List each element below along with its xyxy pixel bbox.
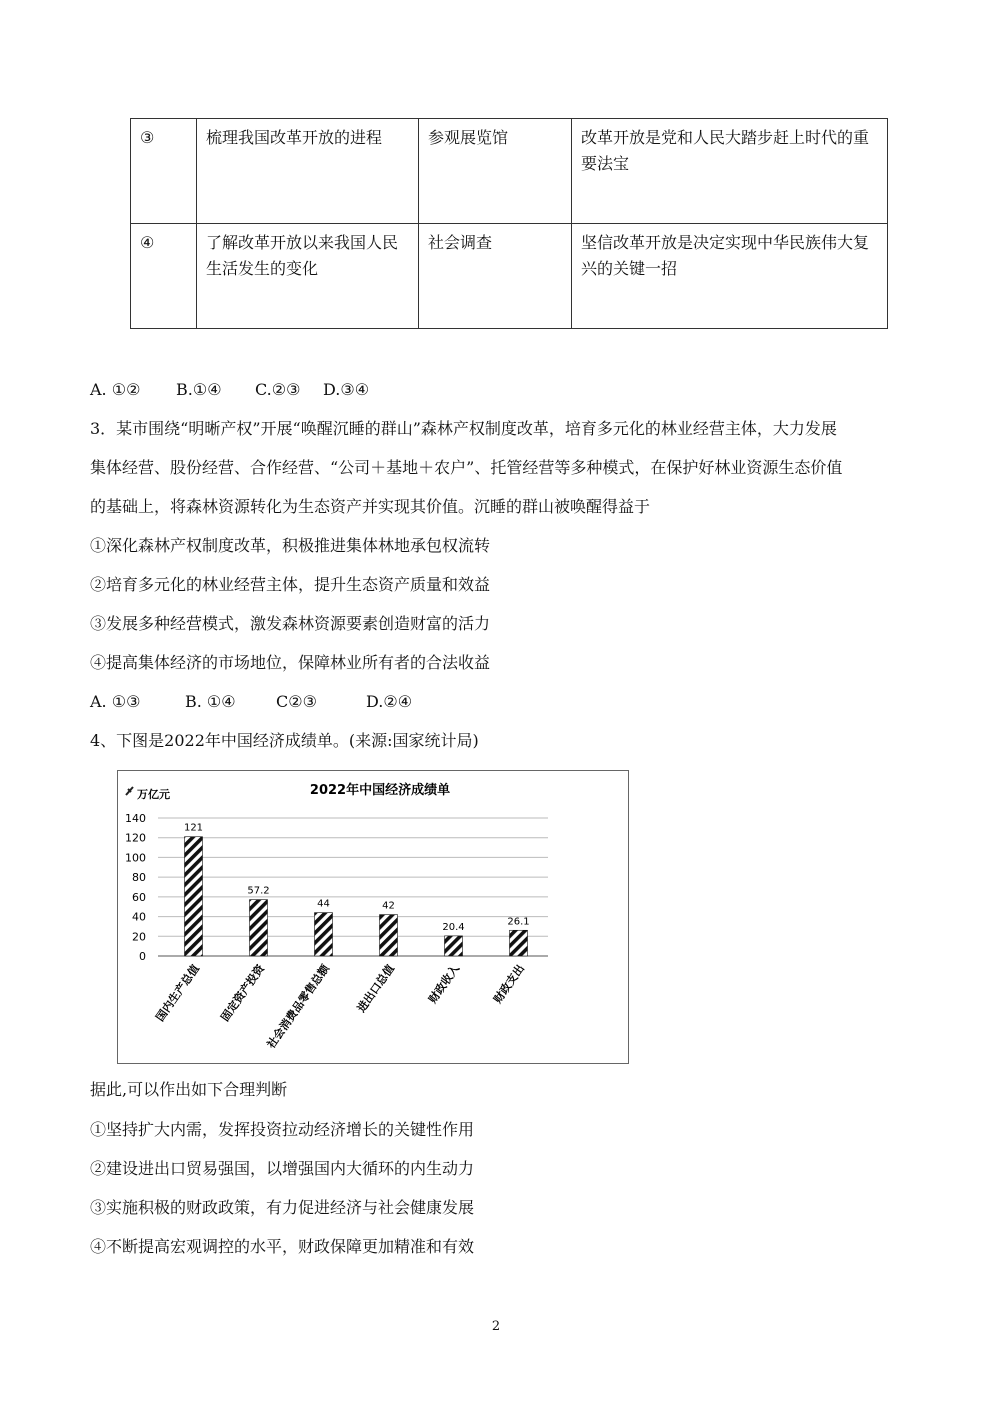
- x-tick-label: 固定资产投资: [218, 962, 267, 1024]
- q3-options: [90, 692, 412, 712]
- option-c: C②③: [276, 692, 317, 711]
- y-tick-label: 40: [132, 910, 146, 924]
- y-unit: [126, 787, 170, 801]
- row-number: ③: [131, 119, 197, 224]
- q4-item: ④不断提高宏观调控的水平，财政保障更加精准和有效: [90, 1237, 475, 1256]
- bar-value-label: 26.1: [507, 916, 530, 928]
- bar-value-label: 20.4: [442, 921, 465, 933]
- y-tick-label: 20: [132, 930, 146, 944]
- table-row: [131, 224, 888, 329]
- row-task: 梳理我国改革开放的进程: [197, 119, 419, 224]
- option-a: A. ①②: [90, 380, 141, 399]
- x-tick-label: 财政支出: [491, 962, 527, 1006]
- x-tick-label: 进出口总值: [354, 962, 397, 1015]
- bar: [510, 930, 528, 956]
- option-d: D.③④: [323, 380, 370, 399]
- table-row: [131, 119, 888, 224]
- bar: [315, 913, 333, 956]
- option-d: D.②④: [366, 692, 413, 711]
- bar: [185, 837, 203, 956]
- q3-stem-line: 的基础上，将森林资源转化为生态资产并实现其价值。沉睡的群山被唤醒得益于: [90, 497, 651, 516]
- unit-marker-icon: [126, 787, 133, 795]
- option-b: B.①④: [176, 380, 222, 399]
- chart-title: 2022年中国经济成绩单: [309, 783, 451, 798]
- y-tick-label: 80: [132, 871, 146, 885]
- row-number: ④: [131, 224, 197, 329]
- row-method: 参观展览馆: [419, 119, 572, 224]
- q3-stem-line: 3．某市围绕“明晰产权”开展“唤醒沉睡的群山”森林产权制度改革，培育多元化的林业经营主体，大力发展: [90, 419, 837, 438]
- q4-item: ③实施积极的财政政策，有力促进经济与社会健康发展: [90, 1198, 475, 1217]
- y-tick-label: 0: [139, 950, 146, 963]
- bar-value-label: 57.2: [247, 885, 270, 897]
- row-method: 社会调查: [419, 224, 572, 329]
- y-tick-label: 60: [132, 890, 146, 904]
- x-tick-label: 社会消费品零售总额: [264, 962, 332, 1051]
- q4-item: ②建设进出口贸易强国，以增强国内大循环的内生动力: [90, 1159, 475, 1178]
- q2-options: [90, 380, 369, 400]
- y-tick-label: 140: [125, 812, 146, 825]
- y-axis-unit: 万亿元: [137, 788, 170, 801]
- option-c: C.②③: [255, 380, 301, 399]
- row-conclusion: 改革开放是党和人民大踏步赶上时代的重要法宝: [572, 119, 888, 224]
- bar-value-label: 42: [382, 900, 395, 912]
- y-tick-label: 100: [125, 851, 146, 865]
- bar-value-label: 44: [317, 898, 330, 910]
- bar: [380, 915, 398, 956]
- q3-item: ④提高集体经济的市场地位，保障林业所有者的合法收益: [90, 653, 491, 672]
- x-tick-label: 财政收入: [426, 962, 462, 1006]
- chart-frame: [117, 770, 629, 1064]
- q3-item: ①深化森林产权制度改革，积极推进集体林地承包权流转: [90, 536, 491, 555]
- q3-item: ③发展多种经营模式，激发森林资源要素创造财富的活力: [90, 614, 491, 633]
- row-conclusion: 坚信改革开放是决定实现中华民族伟大复兴的关键一招: [572, 224, 888, 329]
- option-a: A. ①③: [90, 692, 141, 711]
- row-task: 了解改革开放以来我国人民生活发生的变化: [197, 224, 419, 329]
- q4-stem: 4、下图是2022年中国经济成绩单。(来源:国家统计局): [90, 731, 479, 750]
- q3-stem-line: 集体经营、股份经营、合作经营、“公司＋基地＋农户”、托管经营等多种模式，在保护好林业资源生态价值: [90, 458, 843, 477]
- bar-value-label: 121: [183, 822, 204, 834]
- y-tick-label: 120: [125, 831, 146, 845]
- bar: [250, 900, 268, 956]
- q4-lead: 据此,可以作出如下合理判断: [90, 1080, 288, 1099]
- option-b: B. ①④: [185, 692, 236, 711]
- q4-item: ①坚持扩大内需，发挥投资拉动经济增长的关键性作用: [90, 1120, 475, 1139]
- page-number: 2: [491, 1319, 501, 1334]
- activity-table: [130, 118, 888, 329]
- bar: [445, 936, 463, 956]
- q3-item: ②培育多元化的林业经营主体，提升生态资产质量和效益: [90, 575, 491, 594]
- bar-chart: [118, 771, 628, 1063]
- x-tick-label: 国内生产总值: [153, 962, 202, 1024]
